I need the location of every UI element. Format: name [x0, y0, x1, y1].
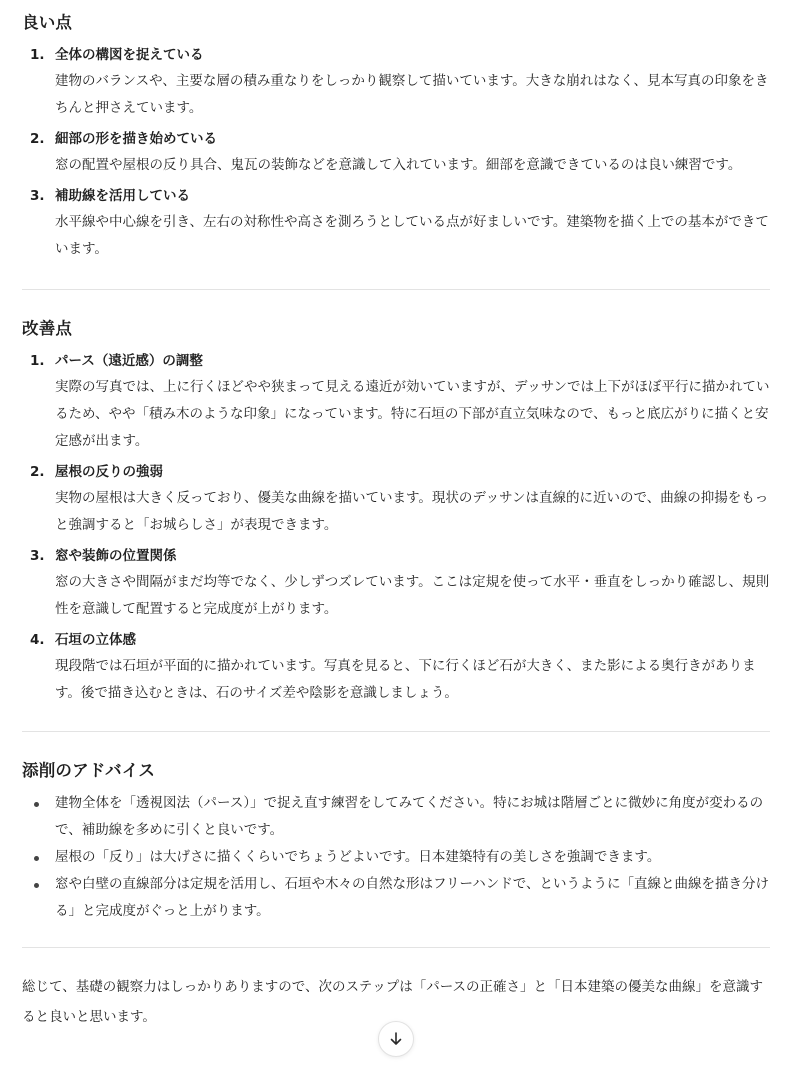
- item-body: 窓の配置や屋根の反り具合、鬼瓦の装飾などを意識して入れています。細部を意識できているのは良い練習です。: [55, 157, 742, 173]
- item-heading: 全体の構図を捉えている: [55, 47, 204, 63]
- item-number: 3.: [30, 548, 45, 564]
- item-number: 4.: [30, 632, 45, 648]
- summary-paragraph: 総じて、基礎の観察力はしっかりありますので、次のステップは「パースの正確さ」と「日本建築の優美な曲線」を意識すると良いと思います。: [22, 979, 764, 1025]
- item-number: 2.: [30, 464, 45, 480]
- item-heading: 補助線を活用している: [55, 188, 190, 204]
- item-number: 1.: [30, 47, 45, 63]
- item-number: 1.: [30, 353, 45, 369]
- list-item: [22, 42, 770, 122]
- item-body: 実際の写真では、上に行くほどやや狭まって見える遠近が効いていますが、デッサンでは上下がほぼ平行に描かれているため、やや「積み木のような印象」になっています。特に石垣の下部が直立気味なので、もっと底広がりに描くと安定感が出ます。: [55, 379, 770, 449]
- item-heading: 石垣の立体感: [55, 632, 136, 648]
- list-item: [22, 790, 770, 844]
- section-title-improvements: 改善点: [22, 319, 73, 338]
- section-divider: [22, 289, 770, 290]
- list-item: [22, 871, 770, 925]
- scroll-to-bottom-button[interactable]: [378, 1021, 414, 1057]
- bullet-text: 建物全体を「透視図法（パース）」で捉え直す練習をしてみてください。特にお城は階層ごとに微妙に角度が変わるので、補助線を多めに引くと良いです。: [55, 795, 764, 838]
- list-item: [22, 126, 770, 179]
- item-heading: パース（遠近感）の調整: [55, 353, 203, 369]
- improvements-list: [22, 348, 770, 707]
- arrow-down-icon: [388, 1031, 404, 1047]
- item-heading: 屋根の反りの強弱: [55, 464, 163, 480]
- section-divider: [22, 947, 770, 948]
- list-item: [22, 459, 770, 539]
- bullet-text: 窓や白壁の直線部分は定規を活用し、石垣や木々の自然な形はフリーハンドで、というように「直線と曲線を描き分ける」と完成度がぐっと上がります。: [55, 876, 770, 919]
- bullet-text: 屋根の「反り」は大げさに描くくらいでちょうどよいです。日本建築特有の美しさを強調できます。: [55, 849, 661, 865]
- item-heading: 細部の形を描き始めている: [55, 131, 217, 147]
- list-item: [22, 844, 770, 871]
- item-body: 建物のバランスや、主要な層の積み重なりをしっかり観察して描いています。大きな崩れはなく、見本写真の印象をきちんと押さえています。: [55, 73, 769, 116]
- section-divider: [22, 731, 770, 732]
- item-number: 3.: [30, 188, 45, 204]
- section-title-advice: 添削のアドバイス: [22, 761, 156, 780]
- item-body: 現段階では石垣が平面的に描かれています。写真を見ると、下に行くほど石が大きく、また影による奥行きがあります。後で描き込むときは、石のサイズ差や陰影を意識しましょう。: [55, 658, 756, 701]
- good-points-list: [22, 42, 770, 263]
- section-title-good-points: 良い点: [22, 13, 73, 32]
- item-body: 実物の屋根は大きく反っており、優美な曲線を描いています。現状のデッサンは直線的に近いので、曲線の抑揚をもっと強調すると「お城らしさ」が表現できます。: [55, 490, 769, 533]
- item-body: 水平線や中心線を引き、左右の対称性や高さを測ろうとしている点が好ましいです。建築物を描く上での基本ができています。: [55, 214, 769, 257]
- chat-message-content: [22, 0, 770, 1032]
- bullet-dot-icon: [34, 883, 39, 888]
- list-item: [22, 627, 770, 707]
- bullet-dot-icon: [34, 802, 39, 807]
- bullet-dot-icon: [34, 856, 39, 861]
- item-body: 窓の大きさや間隔がまだ均等でなく、少しずつズレています。ここは定規を使って水平・垂直をしっかり確認し、規則性を意識して配置すると完成度が上がります。: [55, 574, 770, 617]
- advice-list: [22, 790, 770, 925]
- list-item: [22, 543, 770, 623]
- item-heading: 窓や装飾の位置関係: [55, 548, 177, 564]
- list-item: [22, 348, 770, 455]
- item-number: 2.: [30, 131, 45, 147]
- list-item: [22, 183, 770, 263]
